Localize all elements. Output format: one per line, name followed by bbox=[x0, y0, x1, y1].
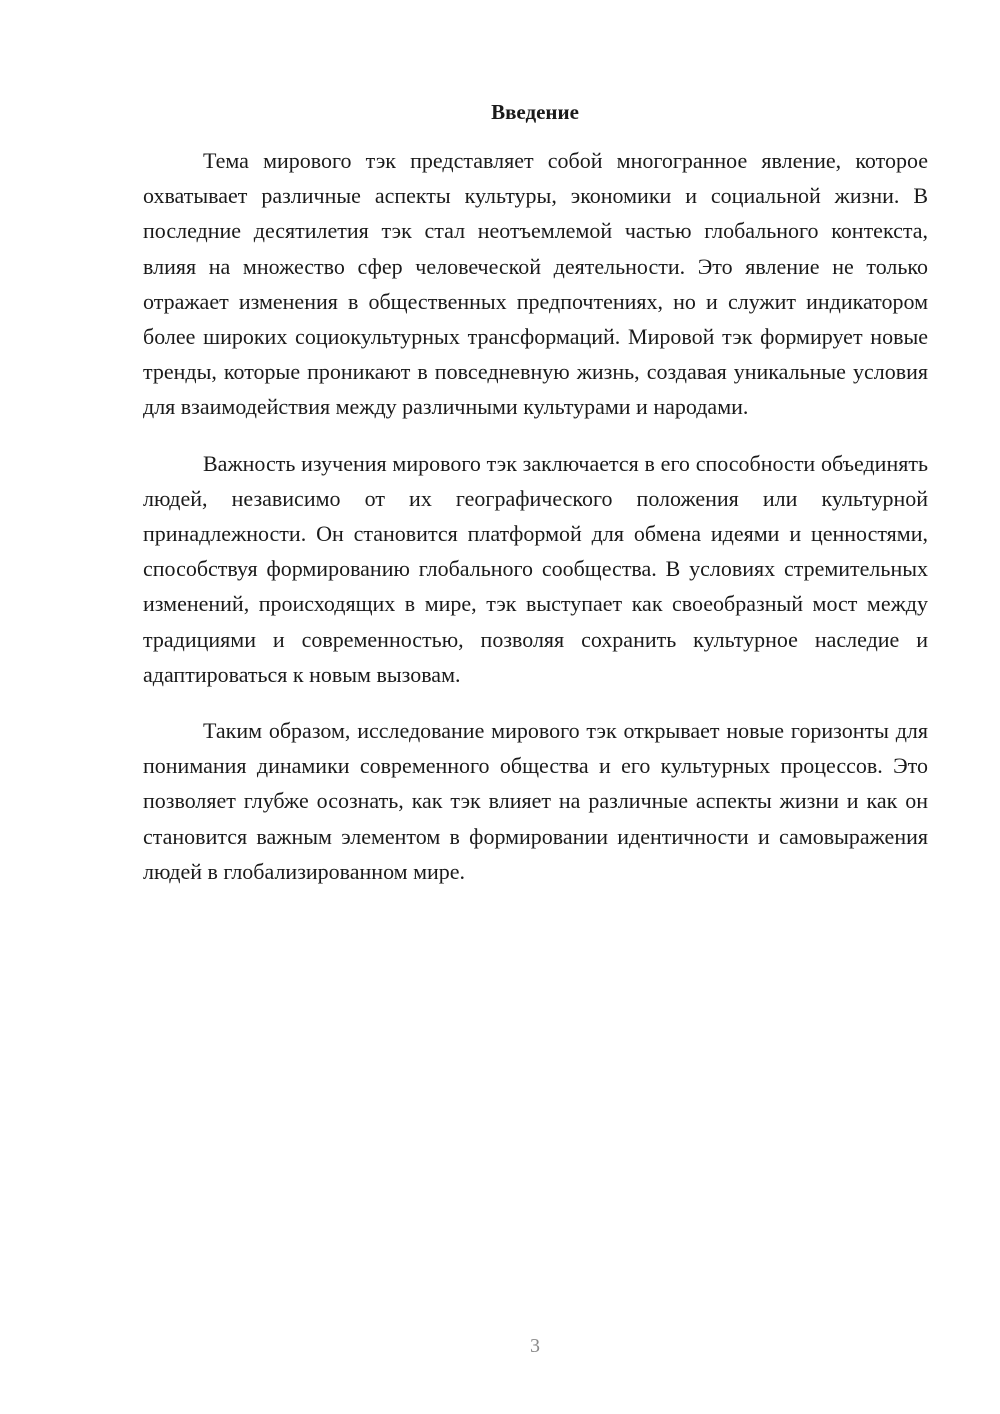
body-text bbox=[143, 143, 928, 910]
paragraph-1: Тема мирового тэк представляет собой многогранное явление, которое охватывает различные аспекты культуры, экономики и социальной жизни. В последние десятилетия тэк стал неотъемлемой частью глобального контекста, влияя на множество сфер человеческой деятельности. Это явление не только отражает изменения в общественных предпочтениях, но и служит индикатором более широких социокультурных трансформаций. Мировой тэк формирует новые тренды, которые проникают в повседневную жизнь, создавая уникальные условия для взаимодействия между различными культурами и народами. bbox=[143, 148, 928, 420]
paragraph-3: Таким образом, исследование мирового тэк открывает новые горизонты для понимания динамики современного общества и его культурных процессов. Это позволяет глубже осознать, как тэк влияет на различные аспекты жизни и как он становится важным элементом в формировании идентичности и самовыражения людей в глобализированном мире. bbox=[143, 718, 928, 884]
paragraph-2: Важность изучения мирового тэк заключается в его способности объединять людей, независимо от их географического положения или культурной принадлежности. Он становится платформой для обмена идеями и ценностями, способствуя формированию глобального сообщества. В условиях стремительных изменений, происходящих в мире, тэк выступает как своеобразный мост между традициями и современностью, позволяя сохранить культурное наследие и адаптироваться к новым вызовам. bbox=[143, 450, 928, 687]
section-title: Введение bbox=[491, 100, 579, 124]
page-number: 3 bbox=[530, 1335, 540, 1357]
